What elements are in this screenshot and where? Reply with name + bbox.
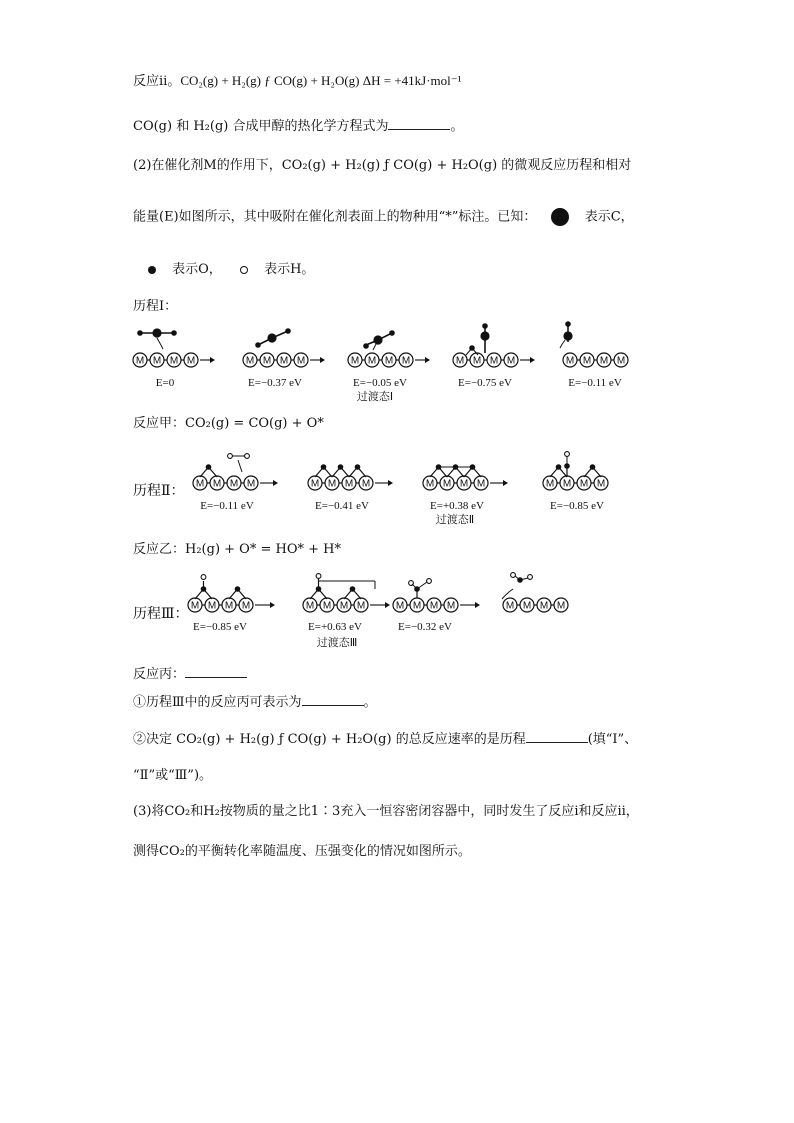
catalyst-label: M [135,355,145,367]
energy-label: E=−0.75 eV [458,377,512,389]
hydrogen-atom [228,454,233,459]
arrow-head [388,480,393,486]
catalyst-label: M [241,600,251,612]
methanol-question-text: CO(g) 和 H₂(g) 合成甲醇的热化学方程式为 [133,119,389,134]
process-3-label: 历程Ⅲ： [133,606,189,622]
arrow-head [530,357,535,363]
energy-label: E=+0.38 eV [430,500,484,512]
catalyst-label: M [582,355,592,367]
catalyst-label: M [212,478,222,490]
catalyst-label: M [599,355,609,367]
reaction-c-text: 反应丙： [133,667,186,682]
answer-blank-4[interactable] [526,729,588,743]
hydrogen-atom [427,579,432,584]
answer-blank-2[interactable] [185,664,247,678]
energy-label: E=+0.63 eV [308,621,362,633]
catalyst-label: M [505,600,515,612]
catalyst-label: M [207,600,217,612]
answer-blank-3[interactable] [302,692,364,706]
catalyst-label: M [384,355,394,367]
catalyst-label: M [339,600,349,612]
oxygen-atom [590,464,596,470]
oxygen-atom [321,464,327,470]
question-2-text: ②决定 CO₂(g) + H₂(g) ƒ CO(g) + H₂O(g) 的总反应速率的是历程 [133,732,526,747]
catalyst-label: M [262,355,272,367]
catalyst-label: M [296,355,306,367]
catalyst-label: M [224,600,234,612]
carbon-atom [480,331,489,340]
question-2-options: “Ⅱ”或“Ⅲ”)。 [133,768,213,783]
arrow-head [475,602,480,608]
oxygen-atom [338,464,344,470]
energy-label: E=−0.41 eV [315,500,369,512]
oxygen-atom [285,328,291,334]
answer-blank-1[interactable] [388,116,450,130]
carbon-atom-icon [551,208,569,226]
catalyst-label: M [579,478,589,490]
process-2-label: 历程Ⅱ： [133,483,185,499]
transition-state-label: 过渡态Ⅲ [316,637,358,649]
arrow-head [210,357,215,363]
catalyst-label: M [429,600,439,612]
carbon-atom [267,333,276,342]
energy-label: E=−0.85 eV [550,500,604,512]
hydrogen-atom-icon [240,266,248,274]
catalyst-label: M [562,478,572,490]
catalyst-label: M [446,600,456,612]
oxygen-atom [235,586,241,592]
catalyst-label: M [279,355,289,367]
oxygen-atom [556,464,562,470]
approach-arrow [157,338,163,349]
hydrogen-atom [511,573,516,578]
question-1-text: ①历程Ⅲ中的反应丙可表示为 [133,695,302,710]
carbon-atom [152,328,161,337]
atom-legend-line [148,261,314,279]
bond [466,348,472,355]
catalyst-label: M [152,355,162,367]
catalyst-label: M [556,600,566,612]
energy-legend-line [133,208,634,227]
reaction-ii-line: 反应ⅱ。CO₂(g) + H₂(g) ƒ CO(g) + H₂O(g) ΔH = +41kJ·mol⁻¹ [133,73,462,88]
catalyst-label: M [350,355,360,367]
hydrogen-atom [245,454,250,459]
hydrogen-legend-text: 表示H。 [264,262,315,277]
oxygen-legend-text: 表示O， [172,262,222,277]
catalyst-label: M [459,478,469,490]
arrow-head [273,480,278,486]
catalyst-label: M [539,600,549,612]
arrow-head [425,357,430,363]
hydrogen-atom [565,452,570,457]
oxygen-atom [389,330,395,336]
oxygen-atom [206,464,212,470]
process-1-diagram [130,318,660,403]
reaction-b-line: 反应乙：H₂(g) + O* = HO* + H* [133,542,341,557]
oxygen-atom [565,321,571,327]
oxygen-atom [355,464,361,470]
arrow-head [320,357,325,363]
oxygen-atom [137,330,143,336]
catalyst-label: M [596,478,606,490]
catalyst-label: M [361,478,371,490]
oxygen-atom [363,343,369,349]
methanol-equation-question [133,116,464,136]
energy-legend-text: 能量(E)如图所示，其中吸附在催化剂表面上的物种用“*”标注。已知： [133,209,537,225]
catalyst-label: M [169,355,179,367]
catalyst-label: M [565,355,575,367]
catalyst-label: M [412,600,422,612]
part3-line: (3)将CO₂和H₂按物质的量之比1∶3充入一恒容密闭容器中，同时发生了反应ⅰ和反应ⅱ， [133,804,639,819]
catalyst-label: M [344,478,354,490]
carbon-atom [563,331,572,340]
catalyst-label: M [455,355,465,367]
arrow-head [503,480,508,486]
approach-arrow [238,460,242,472]
question-2-hint: (填“Ⅰ”、 [587,732,638,747]
catalyst-label: M [305,600,315,612]
catalyst-label: M [545,478,555,490]
period: 。 [450,119,464,134]
catalyst-label: M [522,600,532,612]
catalyst-label: M [245,355,255,367]
part2-intro-line: (2)在催化剂M的作用下，CO₂(g) + H₂(g) ƒ CO(g) + H₂O(g) 的微观反应历程和相对 [133,158,632,173]
part3-line-2: 测得CO₂的平衡转化率随温度、压强变化的情况如图所示。 [133,844,471,859]
energy-label: E=−0.32 eV [398,621,452,633]
hydrogen-atom [316,574,321,579]
question-2-line [133,729,637,749]
energy-label: E=−0.11 eV [200,500,254,512]
catalyst-label: M [395,600,405,612]
period: 。 [363,695,377,710]
process-2-diagram [190,448,650,533]
hydrogen-atom [528,575,533,580]
energy-label: E=0 [155,377,175,389]
process-3-diagram [185,567,615,652]
oxygen-atom [255,342,261,348]
energy-label: E=−0.05 eV [353,377,407,389]
bond [417,582,427,589]
carbon-legend-text: 表示C， [584,209,634,225]
transition-state-label: 过渡态Ⅱ [435,514,475,526]
catalyst-label: M [489,355,499,367]
arrow-head [270,602,275,608]
reaction-a-line: 反应甲：CO₂(g) = CO(g) + O* [133,416,324,431]
catalyst-label: M [246,478,256,490]
catalyst-label: M [506,355,516,367]
catalyst-label: M [310,478,320,490]
catalyst-label: M [442,478,452,490]
catalyst-label: M [195,478,205,490]
catalyst-label: M [425,478,435,490]
catalyst-label: M [616,355,626,367]
catalyst-label: M [472,355,482,367]
transition-state-label: 过渡态Ⅰ [356,391,394,403]
catalyst-label: M [327,478,337,490]
reaction-c-line [133,664,247,684]
energy-label: E=−0.85 eV [193,621,247,633]
hydrogen-atom [201,575,206,580]
catalyst-label: M [322,600,332,612]
leave-arrow [502,589,513,599]
leave-arrow [560,340,565,348]
oxygen-atom [171,330,177,336]
catalyst-label: M [190,600,200,612]
process-1-label: 历程Ⅰ： [133,299,178,314]
oxygen-atom [482,323,488,329]
energy-label: E=−0.11 eV [568,377,622,389]
energy-label: E=−0.37 eV [248,377,302,389]
arrow-head [385,602,390,608]
catalyst-label: M [186,355,196,367]
catalyst-label: M [367,355,377,367]
catalyst-label: M [401,355,411,367]
catalyst-label: M [356,600,366,612]
catalyst-label: M [229,478,239,490]
question-1-line [133,692,377,712]
catalyst-label: M [476,478,486,490]
oxygen-atom-icon [148,266,156,274]
oxygen-atom [350,586,356,592]
